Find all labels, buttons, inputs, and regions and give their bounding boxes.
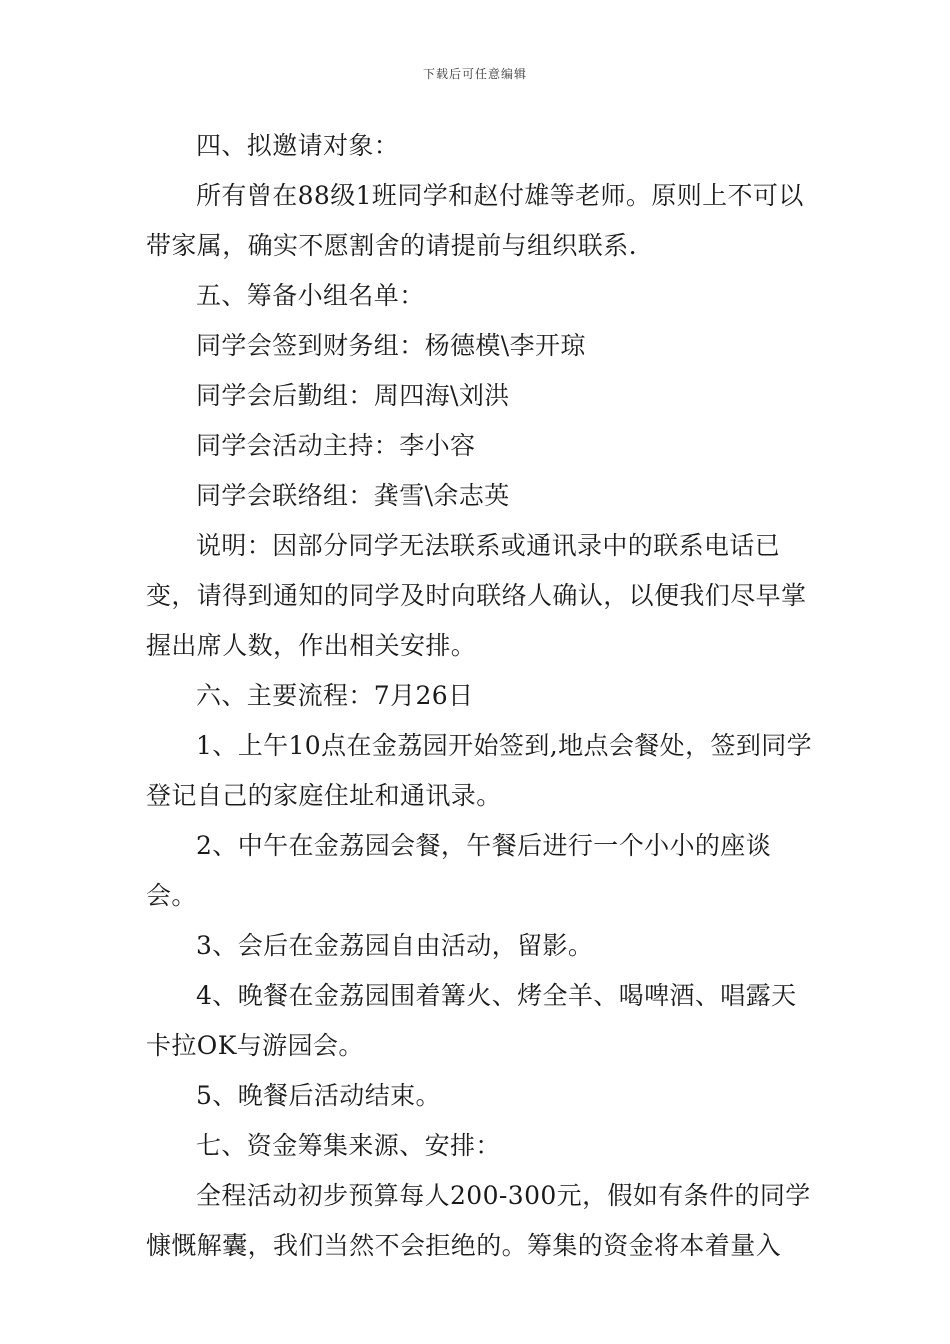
page-header: 下载后可任意编辑 [422,67,527,81]
document-body [146,121,816,1271]
section-heading-funding: 七、资金筹集来源、安排： [196,1131,501,1160]
section-heading-schedule: 六、主要流程：7月26日 [196,681,474,710]
paragraph-funding: 全程活动初步预算每人200-300元，假如有条件的同学慷慨解囊，我们当然不会拒绝的。筹集的资金将本着量入 [146,1181,811,1260]
committee-liaison: 同学会联络组：龚雪\余志英 [196,481,510,510]
schedule-item-5: 5、晚餐后活动结束。 [196,1081,441,1110]
schedule-item-2: 2、中午在金荔园会餐，午餐后进行一个小小的座谈会。 [146,831,772,910]
schedule-item-3: 3、会后在金荔园自由活动，留影。 [196,931,594,960]
committee-signin-finance: 同学会签到财务组：杨德模\李开琼 [196,331,586,360]
committee-host: 同学会活动主持：李小容 [196,431,476,460]
paragraph-note: 说明：因部分同学无法联系或通讯录中的联系电话已变，请得到通知的同学及时向联络人确认，以便我们尽早掌握出席人数，作出相关安排。 [146,531,807,660]
paragraph-invitees: 所有曾在88级1班同学和赵付雄等老师。原则上不可以带家属，确实不愿割舍的请提前与组织联系. [146,181,804,260]
schedule-item-4: 4、晚餐在金荔园围着篝火、烤全羊、喝啤酒、唱露天卡拉OK与游园会。 [146,981,797,1060]
committee-logistics: 同学会后勤组：周四海\刘洪 [196,381,510,410]
schedule-item-1: 1、上午10点在金荔园开始签到,地点会餐处，签到同学登记自己的家庭住址和通讯录。 [146,731,813,810]
section-heading-invitees: 四、拟邀请对象： [196,131,400,160]
section-heading-committee: 五、筹备小组名单： [196,281,425,310]
